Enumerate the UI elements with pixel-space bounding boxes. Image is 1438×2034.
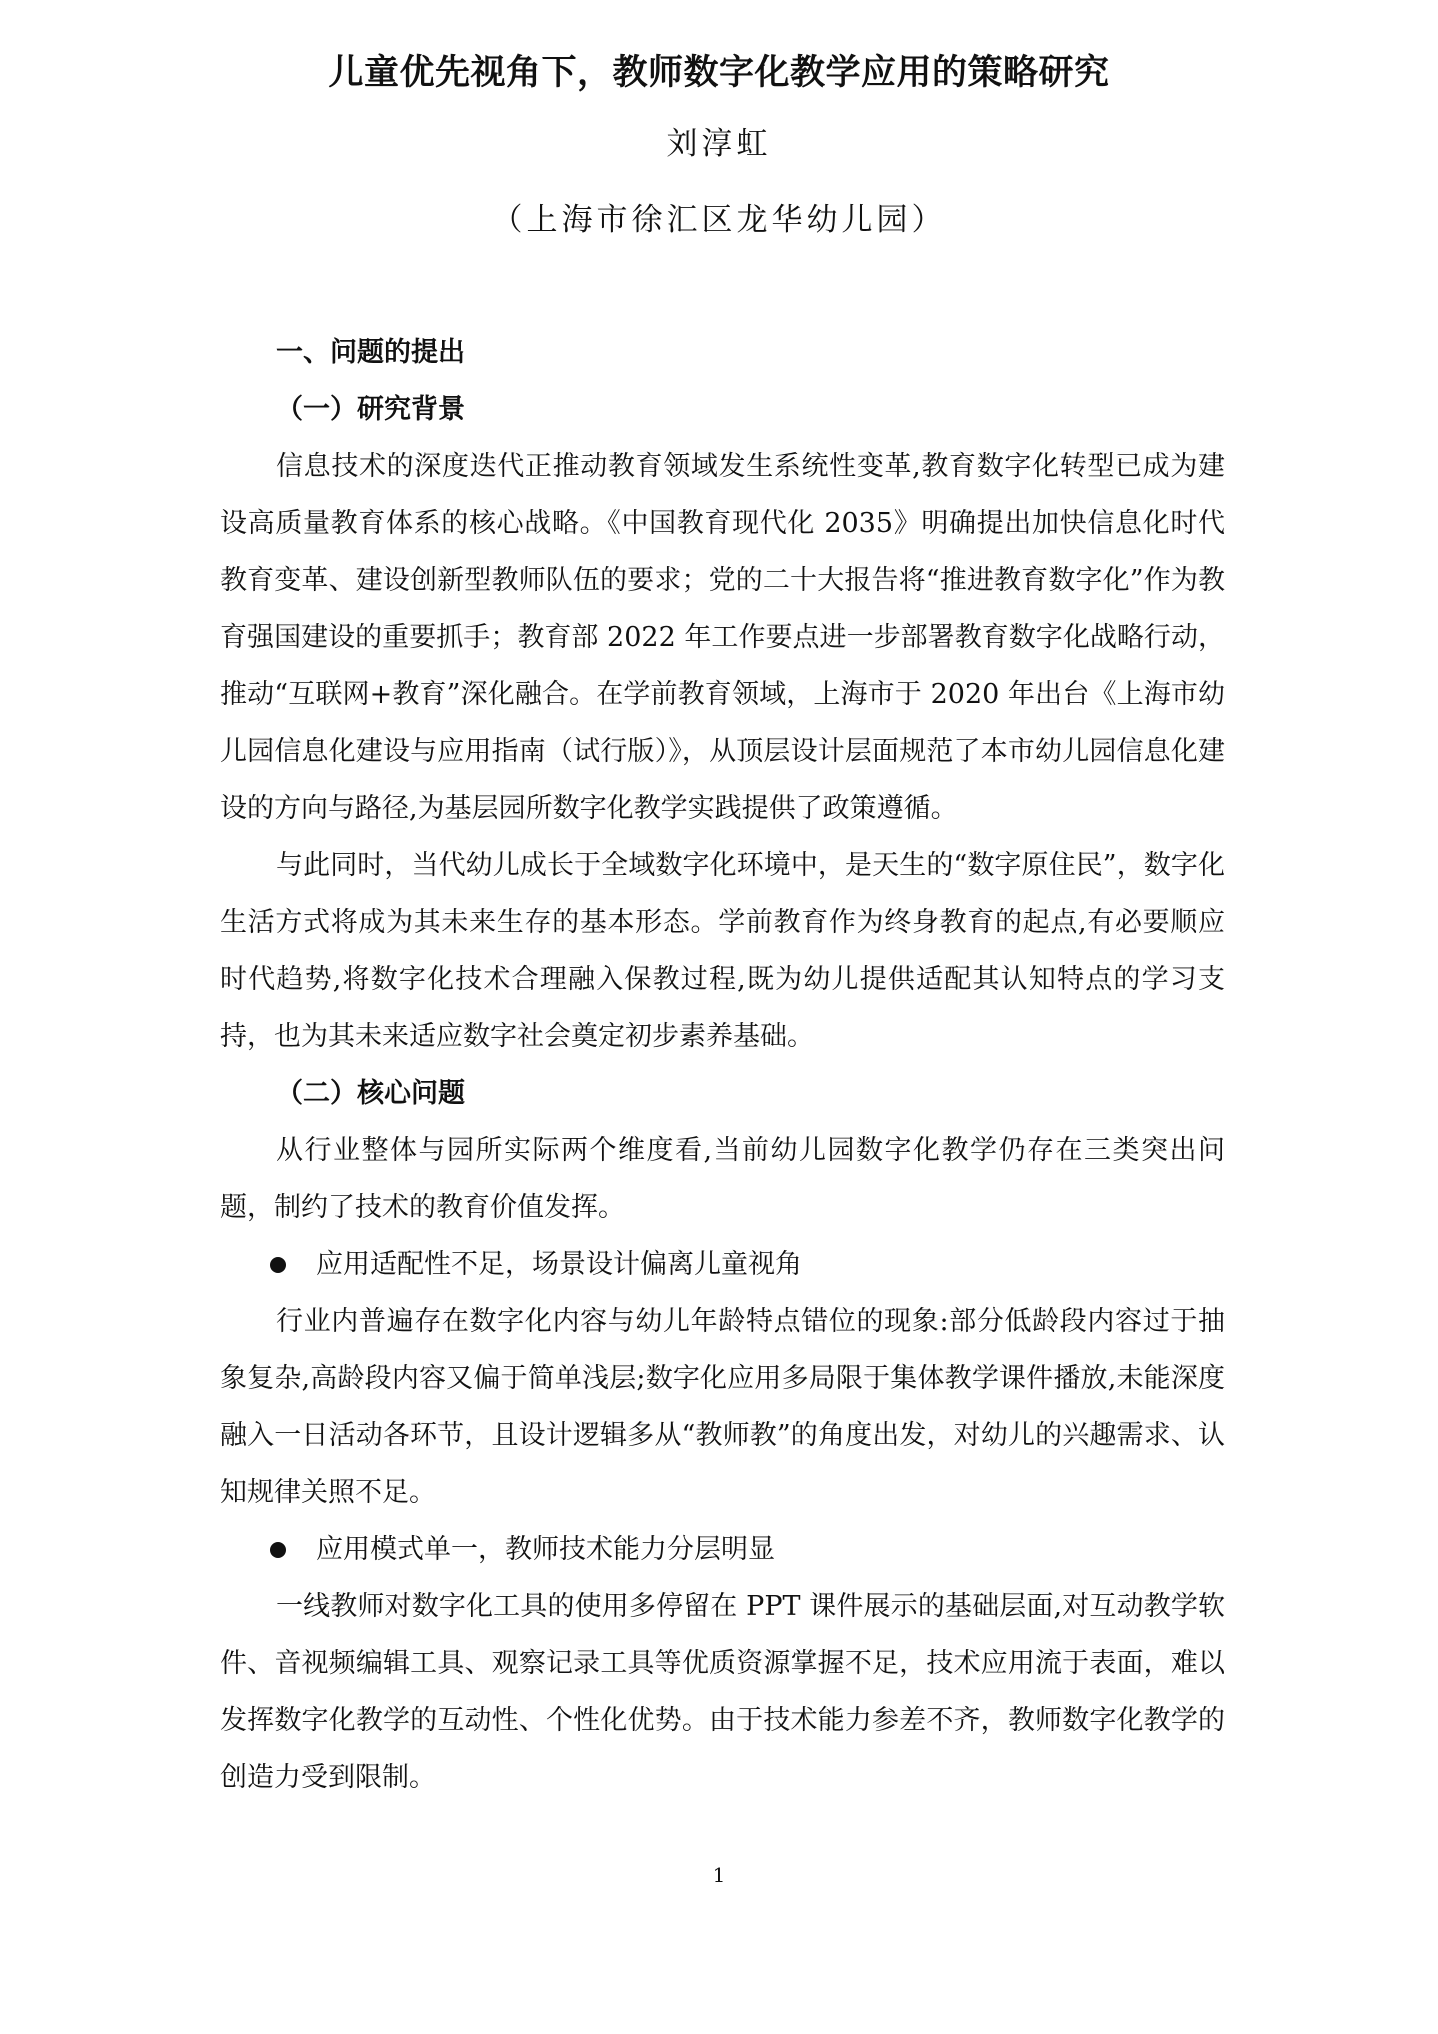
bullet-text: 应用模式单一，教师技术能力分层明显 <box>316 1534 775 1565</box>
paragraph-single-mode: 一线教师对数字化工具的使用多停留在 PPT 课件展示的基础层面,对互动教学软件、音视频编辑工具、观察记录工具等优质资源掌握不足，技术应用流于表面，难以发挥数字化教学的互动性、个性化优势。由于技术能力参差不齐，教师数字化教学的创造力受到限制。 <box>220 1591 1225 1793</box>
section-heading-1: 一、问题的提出 <box>276 337 465 368</box>
subsection-heading-background: （一）研究背景 <box>276 394 465 425</box>
paragraph-background-1: 信息技术的深度迭代正推动教育领域发生系统性变革,教育数字化转型已成为建设高质量教育体系的核心战略。《中国教育现代化 2035》明确提出加快信息化时代教育变革、建设创新型教师队伍的要求；党的二十大报告将“推进教育数字化”作为教育强国建设的重要抓手；教育部 2022 年工作要点进一步部署教育数字化战略行动，推动“互联网+教育”深化融合。在学前教育领域，上海市于 2020 年出台《上海市幼儿园信息化建设与应用指南（试行版）》，从顶层设计层面规范了本市幼儿园信息化建设的方向与路径,为基层园所数字化教学实践提供了政策遵循。 <box>220 451 1225 824</box>
bullet-item-adaptability <box>220 1236 1225 1293</box>
page-number: 1 <box>712 1863 726 1887</box>
bullet-text: 应用适配性不足，场景设计偏离儿童视角 <box>316 1249 802 1280</box>
author-affiliation: （上海市徐汇区龙华幼儿园） <box>491 202 947 238</box>
paragraph-core-issues-intro: 从行业整体与园所实际两个维度看,当前幼儿园数字化教学仍存在三类突出问题，制约了技术的教育价值发挥。 <box>220 1135 1225 1223</box>
bullet-dot-icon <box>270 1257 286 1273</box>
subsection-heading-core-issues: （二）核心问题 <box>276 1078 465 1109</box>
author-name: 刘淳虹 <box>666 126 772 162</box>
paragraph-adaptability: 行业内普遍存在数字化内容与幼儿年龄特点错位的现象:部分低龄段内容过于抽象复杂,高龄段内容又偏于简单浅层;数字化应用多局限于集体教学课件播放,未能深度融入一日活动各环节，且设计逻辑多从“教师教”的角度出发，对幼儿的兴趣需求、认知规律关照不足。 <box>220 1306 1225 1508</box>
bullet-dot-icon <box>270 1542 286 1558</box>
bullet-item-single-mode <box>220 1521 1225 1578</box>
paper-title: 儿童优先视角下，教师数字化教学应用的策略研究 <box>328 53 1110 93</box>
paragraph-background-2: 与此同时，当代幼儿成长于全域数字化环境中，是天生的“数字原住民”，数字化生活方式将成为其未来生存的基本形态。学前教育作为终身教育的起点,有必要顺应时代趋势,将数字化技术合理融入保教过程,既为幼儿提供适配其认知特点的学习支持，也为其未来适应数字社会奠定初步素养基础。 <box>220 850 1225 1052</box>
body-content <box>220 324 1225 1806</box>
